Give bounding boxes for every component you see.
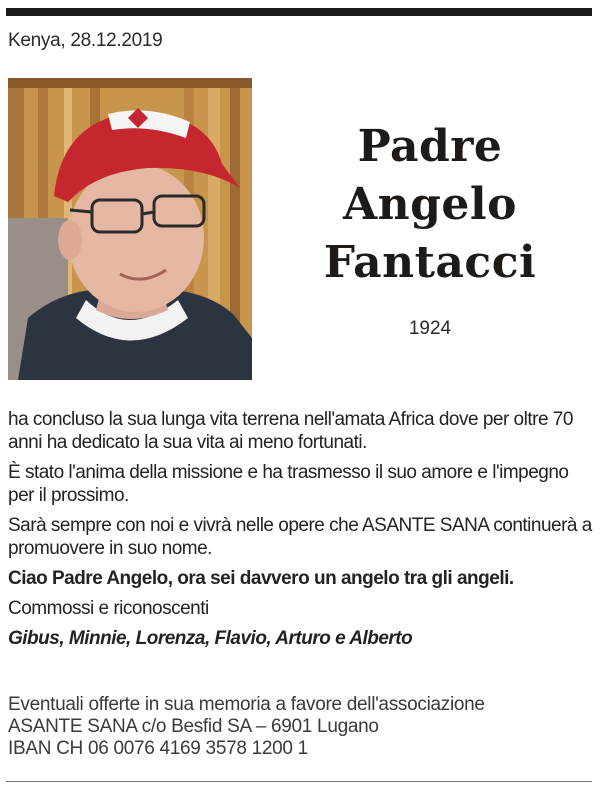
notice-body (8, 408, 596, 657)
donation-line-iban: IBAN CH 06 0076 4169 3578 1200 1 (8, 738, 308, 759)
farewell-line: Ciao Padre Angelo, ora sei davvero un angelo tra gli angeli. (8, 568, 514, 589)
deceased-name (280, 118, 580, 292)
name-line-third: Fantacci (323, 237, 537, 288)
paragraph-legacy: Sarà sempre con noi e vivrà nelle opere che ASANTE SANA continuerà a promuovere in suo nome. (8, 515, 592, 559)
name-line-first: Padre (357, 121, 503, 172)
signers-line: Gibus, Minnie, Lorenza, Flavio, Arturo e Alberto (8, 628, 413, 649)
portrait-illustration (8, 78, 252, 380)
donation-info (8, 694, 596, 760)
portrait-photo (8, 78, 252, 380)
name-line-second: Angelo (343, 179, 517, 230)
bottom-rule (6, 781, 592, 782)
birth-year: 1924 (408, 318, 452, 339)
dateline: Kenya, 28.12.2019 (8, 30, 163, 51)
closing-line: Commossi e riconoscenti (8, 598, 209, 619)
top-rule (6, 8, 592, 16)
paragraph-life: ha concluso la sua lunga vita terrena nell'amata Africa dove per oltre 70 anni ha dedicato la sua vita ai meno fortunati. (8, 409, 573, 453)
donation-line-2: ASANTE SANA c/o Besfid SA – 6901 Lugano (8, 716, 379, 737)
paragraph-mission: È stato l'anima della missione e ha trasmesso il suo amore e l'impegno per il prossimo. (8, 462, 569, 506)
donation-line-1: Eventuali offerte in sua memoria a favore dell'associazione (8, 694, 485, 715)
